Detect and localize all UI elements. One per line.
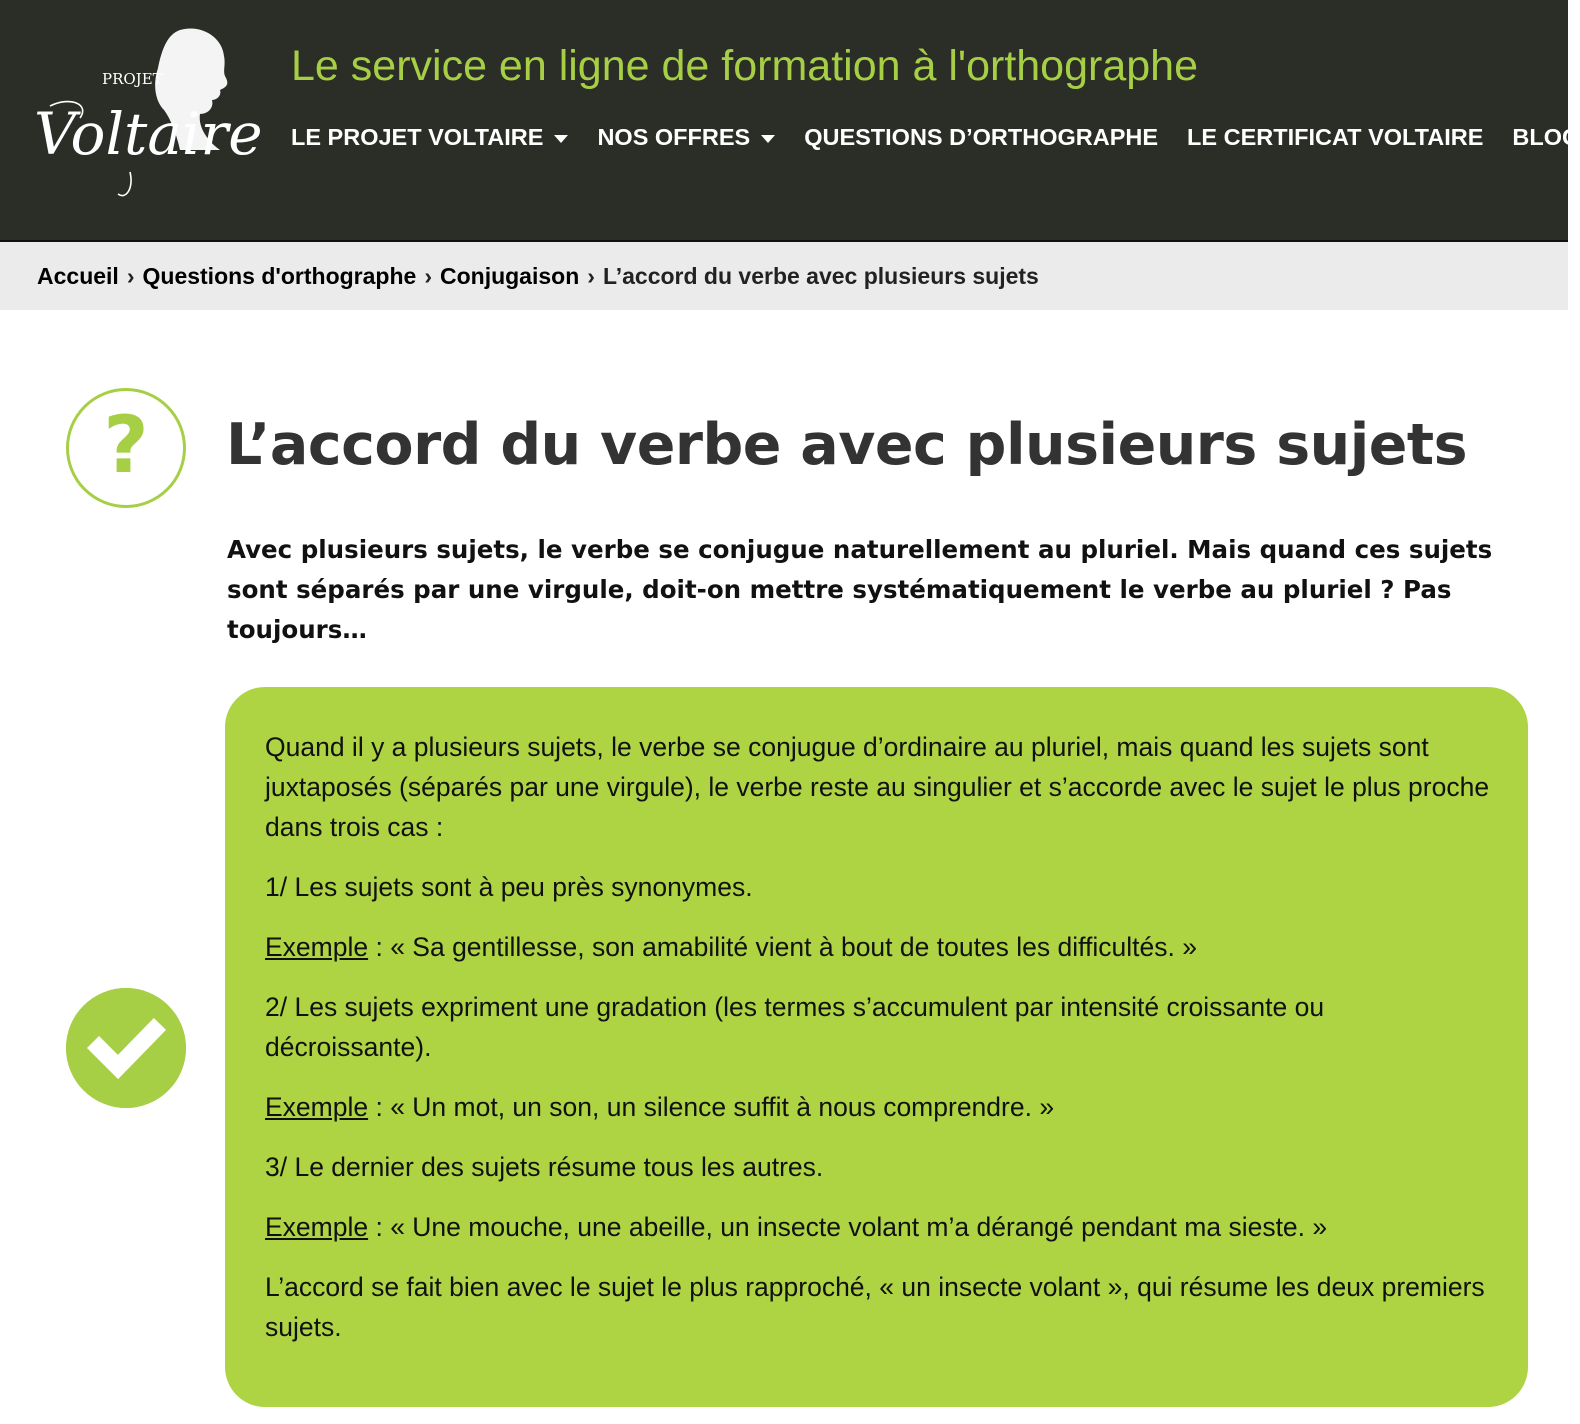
case-3-text: 3/ Le dernier des sujets résume tous les autres. <box>265 1152 824 1182</box>
nav-le-projet-voltaire[interactable] <box>291 124 568 151</box>
site-header <box>0 0 1580 242</box>
nav-questions-orthographe[interactable] <box>804 124 1158 151</box>
logo-main-text: Voltaire <box>34 100 263 168</box>
example-text: : « Sa gentillesse, son amabilité vient à bout de toutes les difficultés. » <box>368 932 1197 962</box>
question-mark-icon <box>66 388 186 508</box>
breadcrumb-separator: › <box>424 262 432 289</box>
nav-label: QUESTIONS D’ORTHOGRAPHE <box>804 124 1159 150</box>
main-nav <box>291 124 1580 151</box>
breadcrumb-separator: › <box>126 262 135 289</box>
breadcrumb-conjugaison[interactable]: Conjugaison <box>439 262 580 289</box>
nav-label: NOS OFFRES <box>597 124 751 150</box>
question-glyph: ? <box>103 401 149 491</box>
case-1-example <box>265 927 1492 967</box>
nav-label: BLOG <box>1512 124 1580 150</box>
breadcrumb-separator: › <box>587 262 595 289</box>
case-2-example <box>265 1087 1492 1127</box>
chevron-down-icon <box>761 135 775 143</box>
answer-box <box>225 687 1528 1407</box>
nav-blog[interactable] <box>1512 124 1580 151</box>
example-label: Exemple <box>265 1092 369 1122</box>
example-text: : « Une mouche, une abeille, un insecte volant m’a dérangé pendant ma sieste. » <box>368 1212 1328 1242</box>
site-tagline: Le service en ligne de formation à l'orthographe <box>291 42 1198 90</box>
breadcrumb-current: L’accord du verbe avec plusieurs sujets <box>602 262 1039 289</box>
logo-top-text: PROJET <box>102 70 163 88</box>
nav-label: LE CERTIFICAT VOLTAIRE <box>1187 124 1484 150</box>
breadcrumb-questions[interactable]: Questions d'orthographe <box>142 262 417 289</box>
breadcrumb <box>0 242 1568 310</box>
example-label: Exemple <box>265 932 369 962</box>
nav-certificat-voltaire[interactable] <box>1187 124 1483 151</box>
breadcrumb-accueil[interactable]: Accueil <box>37 262 119 289</box>
chevron-down-icon <box>554 135 568 143</box>
case-2-text: 2/ Les sujets expriment une gradation (les termes s’accumulent par intensité croissante ou décroissante). <box>265 992 1325 1062</box>
answer-rule: Quand il y a plusieurs sujets, le verbe se conjugue d’ordinaire au pluriel, mais quand les sujets sont juxtaposés (séparés par une virgule), le verbe reste au singulier et s’accorde avec le sujet le plus proche dans trois cas : <box>265 732 1490 842</box>
nav-label: LE PROJET VOLTAIRE <box>291 124 544 150</box>
checkmark-icon <box>66 988 186 1108</box>
answer-conclusion: L’accord se fait bien avec le sujet le plus rapproché, « un insecte volant », qui résume les deux premiers sujets. <box>265 1272 1485 1342</box>
projet-voltaire-logo[interactable] <box>30 22 263 202</box>
question-intro: Avec plusieurs sujets, le verbe se conjugue naturellement au pluriel. Mais quand ces sujets sont séparés par une virgule, doit-on mettre systématiquement le verbe au pluriel ? Pas toujours… <box>227 535 1493 644</box>
page-title: L’accord du verbe avec plusieurs sujets <box>226 412 1468 478</box>
example-text: : « Un mot, un son, un silence suffit à nous comprendre. » <box>368 1092 1055 1122</box>
example-label: Exemple <box>265 1212 369 1242</box>
case-3-example <box>265 1207 1492 1247</box>
case-1-text: 1/ Les sujets sont à peu près synonymes. <box>265 872 753 902</box>
nav-nos-offres[interactable] <box>597 124 775 151</box>
